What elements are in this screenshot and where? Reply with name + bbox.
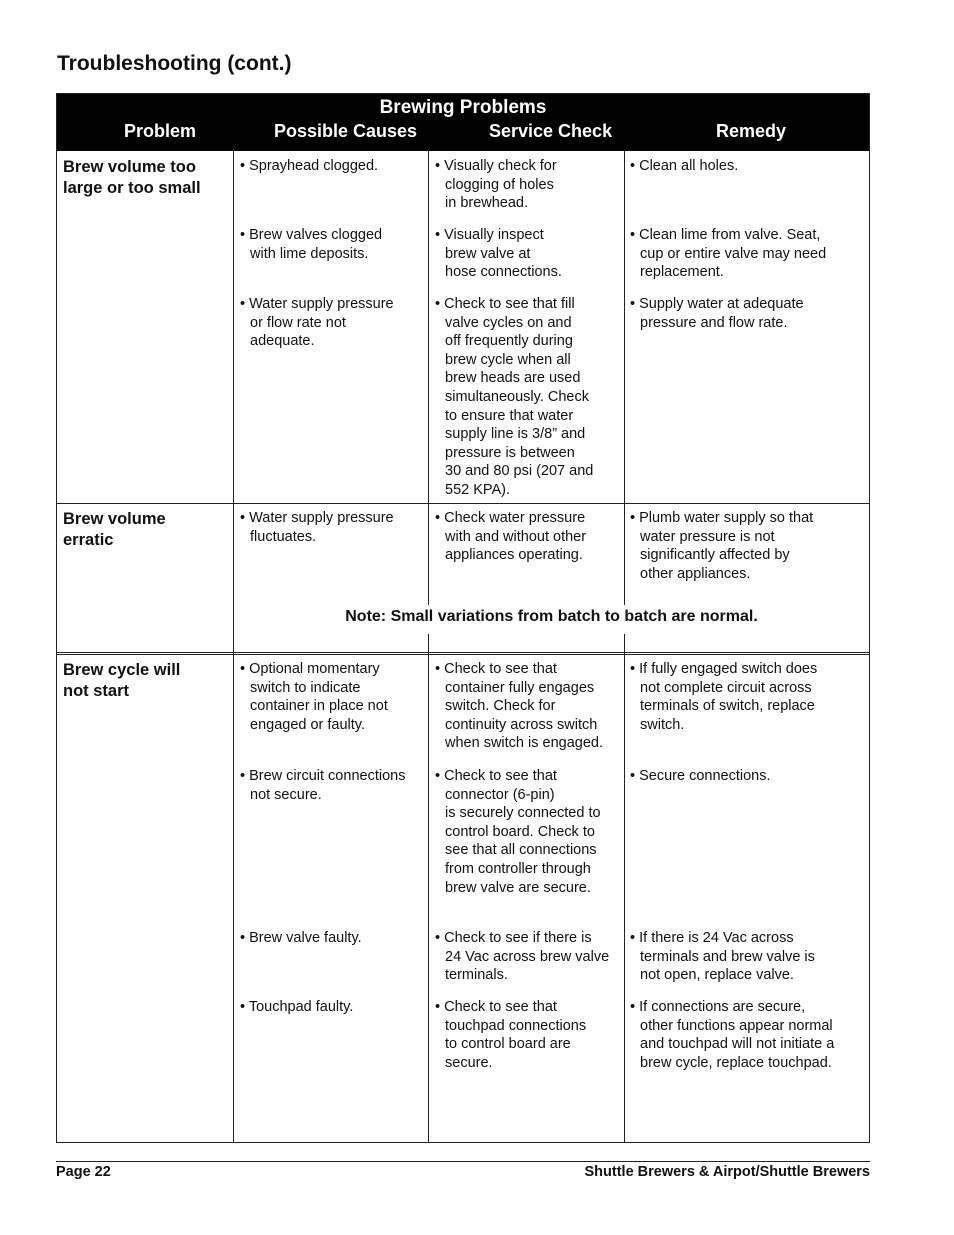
cause-cell: • Water supply pressure fluctuates. [240, 510, 394, 545]
column-divider [624, 151, 625, 1142]
check-cell: • Check to see that touchpad connections to control board are secure. [435, 999, 587, 1071]
cause-cell: • Sprayhead clogged. [240, 158, 379, 174]
table-header [57, 94, 869, 151]
check-cell: • Check to see that container fully engages switch. Check for continuity across switch when switch is engaged. [435, 661, 603, 752]
cause-cell: • Touchpad faulty. [240, 999, 354, 1015]
column-header-problem: Problem [124, 121, 197, 141]
remedy-cell: • Clean lime from valve. Seat, cup or entire valve may need replacement. [630, 227, 827, 281]
problem-cell: Brew volume erratic [63, 510, 166, 549]
page-number: Page 22 [56, 1164, 111, 1180]
remedy-cell: • If there is 24 Vac across terminals and brew valve is not open, replace valve. [630, 930, 815, 984]
check-cell: • Check to see if there is 24 Vac across brew valve terminals. [435, 930, 610, 984]
section-divider [57, 654, 869, 655]
page-title: Troubleshooting (cont.) [57, 52, 292, 75]
check-cell: • Check to see that fill valve cycles on and off frequently during brew cycle when all brew heads are used simultaneously. Check to ensure that water supply line is 3/8” and pressure is between 30 and 80 psi (207 and 552 KPA). [435, 296, 594, 498]
check-cell: • Check to see that connector (6-pin) is securely connected to control board. Check to see that all connections from controller through brew valve are secure. [435, 768, 601, 896]
remedy-cell: • Secure connections. [630, 768, 771, 784]
column-divider [428, 151, 429, 1142]
remedy-cell: • If fully engaged switch does not complete circuit across terminals of switch, replace switch. [630, 661, 818, 733]
column-divider [233, 151, 234, 1142]
problem-cell: Brew volume too large or too small [63, 158, 201, 197]
section-divider [57, 503, 869, 504]
column-header-causes: Possible Causes [274, 121, 418, 141]
cause-cell: • Water supply pressure or flow rate not adequate. [240, 296, 394, 350]
remedy-cell: • If connections are secure, other functions appear normal and touchpad will not initiate a brew cycle, replace touchpad. [630, 999, 835, 1071]
troubleshooting-table [56, 93, 870, 1143]
footer-divider [56, 1161, 870, 1162]
check-cell: • Visually check for clogging of holes in brewhead. [435, 158, 557, 212]
cause-cell: • Brew circuit connections not secure. [240, 768, 406, 803]
cause-cell: • Brew valves clogged with lime deposits. [240, 227, 383, 262]
column-header-remedy: Remedy [716, 121, 787, 141]
cause-cell: • Optional momentary switch to indicate container in place not engaged or faulty. [240, 661, 388, 733]
column-header-check: Service Check [489, 121, 613, 141]
section-divider [57, 652, 869, 653]
document-title: Shuttle Brewers & Airpot/Shuttle Brewers [584, 1164, 870, 1180]
table-title: Brewing Problems [379, 97, 547, 118]
remedy-cell: • Clean all holes. [630, 158, 739, 174]
remedy-cell: • Plumb water supply so that water pressure is not significantly affected by other appliances. [630, 510, 814, 582]
check-cell: • Check water pressure with and without other appliances operating. [435, 510, 587, 564]
problem-cell: Brew cycle will not start [63, 661, 181, 700]
check-cell: • Visually inspect brew valve at hose connections. [435, 227, 562, 281]
table-note: Note: Small variations from batch to batch are normal. [234, 605, 869, 634]
remedy-cell: • Supply water at adequate pressure and flow rate. [630, 296, 804, 331]
cause-cell: • Brew valve faulty. [240, 930, 362, 946]
